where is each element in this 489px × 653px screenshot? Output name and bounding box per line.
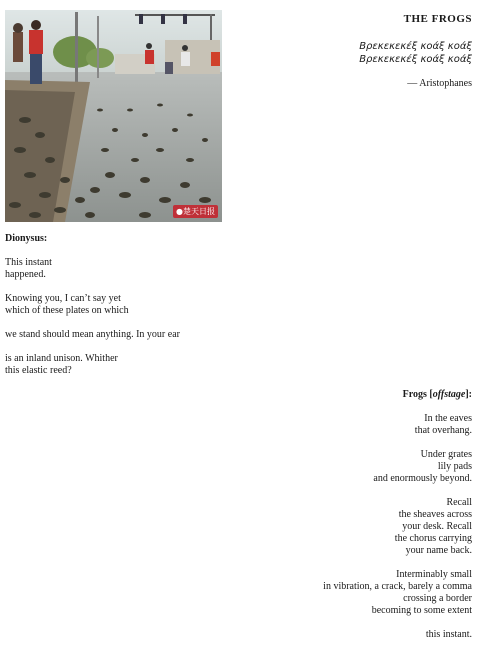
page-title: THE FROGS — [403, 13, 472, 25]
stanza — [5, 353, 265, 377]
verse-line: your name back. — [405, 545, 472, 556]
dionysus-section — [5, 233, 265, 389]
frog-street-photo — [5, 10, 222, 222]
verse-line: this elastic reed? — [5, 365, 72, 376]
verse-line: the chorus carrying — [394, 533, 472, 544]
epigraph-attribution: — Aristophanes — [407, 78, 472, 89]
greek-line: Βρεκεκεκέξ κοάξ κοάξ — [359, 54, 472, 65]
speaker-dionysus: Dionysus: — [5, 233, 48, 244]
verse-line: This instant — [5, 257, 52, 268]
photo-illustration — [5, 10, 222, 222]
greek-line: Βρεκεκεκέξ κοάξ κοάξ — [359, 41, 472, 52]
greek-epigraph — [359, 40, 472, 66]
stanza — [5, 329, 265, 341]
stanza — [212, 629, 472, 641]
verse-line: Under grates — [420, 449, 472, 460]
speaker-frogs-name: Frogs [ — [402, 389, 433, 400]
verse-line: lily pads — [437, 461, 472, 472]
stanza — [5, 293, 265, 317]
stage-direction: offstage — [432, 389, 466, 400]
frogs-section — [212, 389, 472, 653]
verse-line: Knowing you, I can’t say yet — [5, 293, 121, 304]
verse-line: and enormously beyond. — [373, 473, 472, 484]
verse-line: In the eaves — [424, 413, 472, 424]
verse-line: we stand should mean anything. In your ear — [5, 329, 180, 340]
verse-line: the sheaves across — [398, 509, 472, 520]
verse-line: Recall — [446, 497, 472, 508]
verse-line: becoming to some extent — [371, 605, 472, 616]
speaker-frogs-end: ]: — [465, 389, 472, 400]
stanza — [5, 257, 265, 281]
verse-line: your desk. Recall — [402, 521, 472, 532]
verse-line: Interminably small — [396, 569, 472, 580]
verse-line: happened. — [5, 269, 46, 280]
stanza — [212, 413, 472, 437]
verse-line: which of these plates on which — [5, 305, 129, 316]
stanza — [212, 569, 472, 617]
stanza — [212, 449, 472, 485]
stanza — [212, 497, 472, 557]
verse-line: crossing a border — [403, 593, 472, 604]
photo-watermark: ●楚天日报 — [173, 205, 218, 218]
verse-line: this instant. — [425, 629, 472, 640]
verse-line: is an inland unison. Whither — [5, 353, 118, 364]
verse-line: in vibration, a crack, barely a comma — [323, 581, 472, 592]
speaker-frogs — [212, 389, 472, 401]
verse-line: that overhang. — [414, 425, 472, 436]
